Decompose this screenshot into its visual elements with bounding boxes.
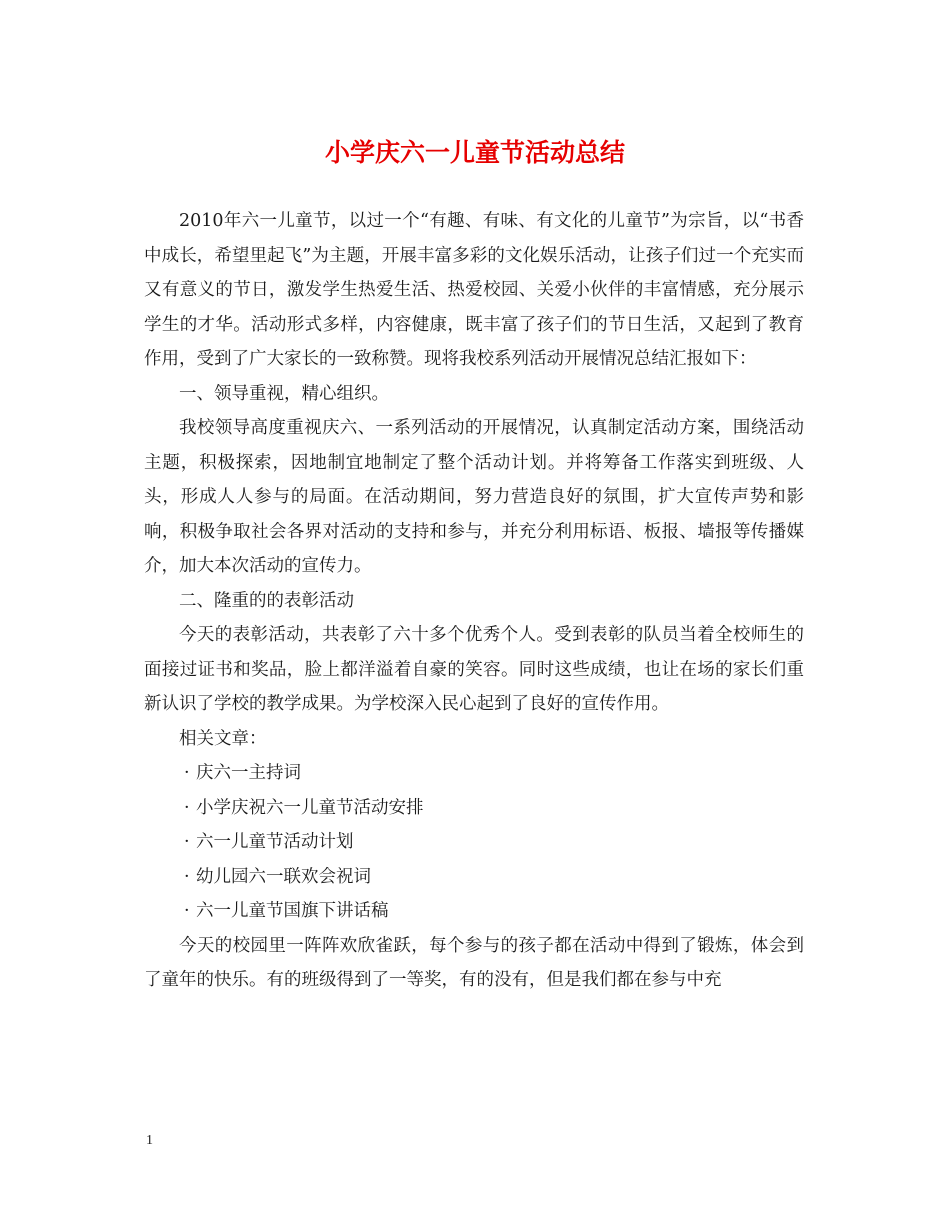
section-2-paragraph: 今天的表彰活动，共表彰了六十多个优秀个人。受到表彰的队员当着全校师生的面接过证书和奖品，脸上都洋溢着自豪的笑容。同时这些成绩，也让在场的家长们重新认识了学校的教学成果。为学校深入民心起到了良好的宣传作用。 xyxy=(144,625,804,714)
related-articles-list xyxy=(144,756,804,929)
related-article-link[interactable]: · 六一儿童节活动计划 xyxy=(184,825,804,860)
closing-paragraph: 今天的校园里一阵阵欢欣雀跃，每个参与的孩子都在活动中得到了锻炼，体会到了童年的快乐。有的班级得到了一等奖，有的没有，但是我们都在参与中充 xyxy=(144,935,804,990)
related-article-link[interactable]: · 幼儿园六一联欢会祝词 xyxy=(184,860,804,895)
document-title: 小学庆六一儿童节活动总结 xyxy=(324,138,625,167)
section-heading-2: 二、隆重的的表彰活动 xyxy=(179,590,354,611)
intro-paragraph: 2010年六一儿童节，以过一个“有趣、有味、有文化的儿童节”为宗旨，以“书香中成长，希望里起飞”为主题，开展丰富多彩的文化娱乐活动，让孩子们过一个充实而又有意义的节日，激发学生热爱生活、热爱校园、关爱小伙伴的丰富情感，充分展示学生的才华。活动形式多样，内容健康，既丰富了孩子们的节日生活，又起到了教育作用，受到了广大家长的一致称赞。现将我校系列活动开展情况总结汇报如下： xyxy=(144,211,804,369)
section-1-paragraph: 我校领导高度重视庆六、一系列活动的开展情况，认真制定活动方案，围绕活动主题，积极探索，因地制宜地制定了整个活动计划。并将筹备工作落实到班级、人头，形成人人参与的局面。在活动期间，努力营造良好的氛围，扩大宣传声势和影响，积极争取社会各界对活动的支持和参与，并充分利用标语、板报、墙报等传播媒介，加大本次活动的宣传力。 xyxy=(144,418,804,576)
document-body xyxy=(144,204,804,998)
page-number: 1 xyxy=(146,1133,153,1148)
related-article-link[interactable]: · 小学庆祝六一儿童节活动安排 xyxy=(184,791,804,826)
related-article-link[interactable]: · 庆六一主持词 xyxy=(184,756,804,791)
related-articles-label: 相关文章： xyxy=(179,728,267,749)
related-article-link[interactable]: · 六一儿童节国旗下讲话稿 xyxy=(184,894,804,929)
section-heading-1: 一、领导重视，精心组织。 xyxy=(179,383,389,404)
